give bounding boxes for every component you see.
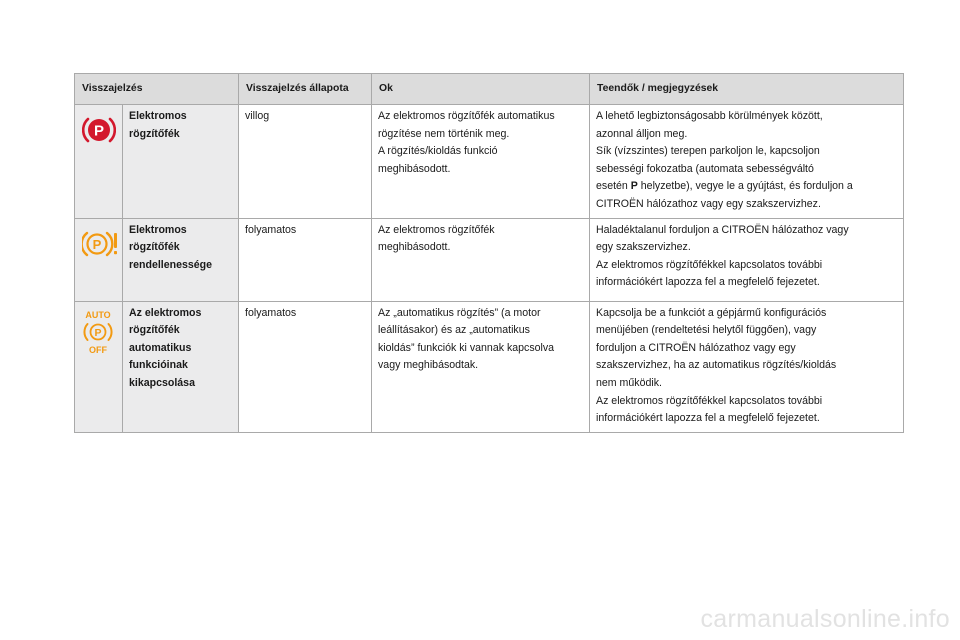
table-row bbox=[75, 218, 904, 301]
cause-text: Az „automatikus rögzítés” (a motor leállításakor) és az „automatikus kioldás” funkciók ki vannak kapcsolva vagy meghibásodtak. bbox=[372, 301, 590, 432]
light-state: folyamatos bbox=[239, 301, 372, 432]
parking-brake-fault-orange-icon bbox=[82, 227, 120, 261]
watermark: carmanualsonline.info bbox=[700, 605, 950, 633]
icon-cell bbox=[75, 301, 123, 432]
auto-parking-brake-off-icon bbox=[82, 309, 114, 355]
cause-text: Az elektromos rögzítőfék automatikus rögzítése nem történik meg. A rögzítés/kioldás funkció meghibásodott. bbox=[372, 105, 590, 219]
svg-text:OFF: OFF bbox=[89, 344, 107, 355]
icon-cell bbox=[75, 218, 123, 301]
header-actions: Teendők / megjegyzések bbox=[590, 74, 904, 105]
header-light-state: Visszajelzés állapota bbox=[239, 74, 372, 105]
light-name: Elektromos rögzítőfék bbox=[123, 105, 239, 219]
warning-lights-table bbox=[74, 73, 904, 433]
header-cause: Ok bbox=[372, 74, 590, 105]
gear-position-p: P bbox=[630, 180, 638, 193]
svg-text:AUTO: AUTO bbox=[85, 309, 111, 320]
light-state: folyamatos bbox=[239, 218, 372, 301]
action-text: Haladéktalanul forduljon a CITROËN hálózathoz vagy egy szakszervizhez. Az elektromos rögzítőfékkel kapcsolatos további információkért lapozza fel a megfelelő fejezetet. bbox=[590, 218, 904, 301]
table-row bbox=[75, 105, 904, 219]
parking-brake-red-icon bbox=[82, 113, 116, 147]
table-header-row bbox=[75, 74, 904, 105]
cause-text: Az elektromos rögzítőfék meghibásodott. bbox=[372, 218, 590, 301]
table-row bbox=[75, 301, 904, 432]
light-name: Elektromos rögzítőfék rendellenessége bbox=[123, 218, 239, 301]
header-warning-light: Visszajelzés bbox=[75, 74, 239, 105]
svg-text:P: P bbox=[92, 236, 102, 252]
action-text: A lehető legbiztonságosabb körülmények között, azonnal álljon meg. Sík (vízszintes) terepen parkoljon le, kapcsoljon sebességi fokozatba (automata sebességváltó esetén P helyzetbe), vegye le a gyújtást, és forduljon a CITROËN hálózathoz vagy egy szakszervizhez. bbox=[590, 105, 904, 219]
icon-cell bbox=[75, 105, 123, 219]
svg-text:P: P bbox=[93, 122, 105, 140]
light-state: villog bbox=[239, 105, 372, 219]
action-text: Kapcsolja be a funkciót a gépjármű konfigurációs menüjében (rendeltetési helytől függően), vagy forduljon a CITROËN hálózathoz vagy egy szakszervizhez, ha az automatikus rögzítés/kioldás nem működik. Az elektromos rögzítőfékkel kapcsolatos további információkért lapozza fel a megfelelő fejezetet. bbox=[590, 301, 904, 432]
svg-text:P: P bbox=[94, 326, 102, 339]
light-name: Az elektromos rögzítőfék automatikus funkcióinak kikapcsolása bbox=[123, 301, 239, 432]
